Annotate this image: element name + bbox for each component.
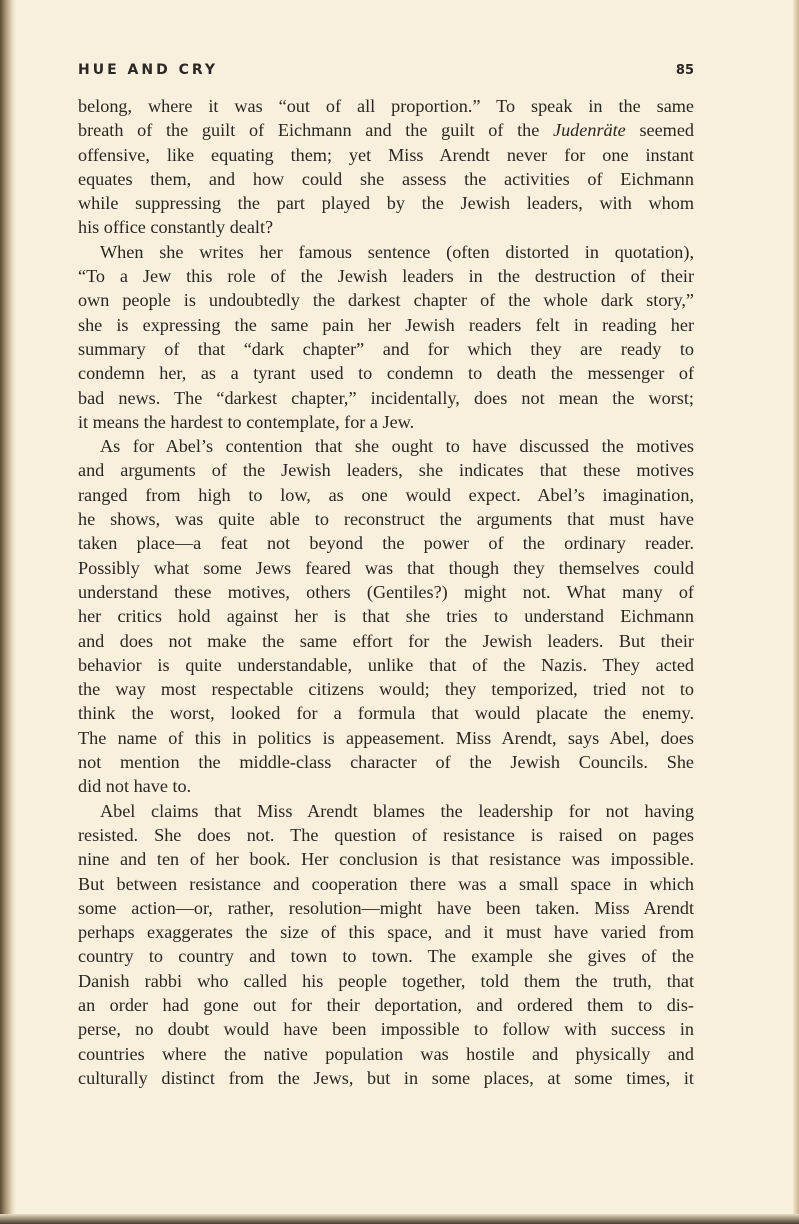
text-line: condemn her, as a tyrant used to condemn to death the messenger of bbox=[78, 363, 694, 384]
text-line: perse, no doubt would have been impossible to follow with success in bbox=[78, 1019, 694, 1040]
text-line: it means the hardest to contemplate, for a Jew. bbox=[78, 411, 415, 432]
text-line: behavior is quite understandable, unlike that of the Nazis. They acted bbox=[78, 654, 694, 675]
text-line: belong, where it was “out of all proportion.” To speak in the same bbox=[78, 96, 694, 116]
page-edge bbox=[793, 0, 799, 1224]
text-line: an order had gone out for their deportation, and ordered them to dis- bbox=[78, 994, 694, 1015]
page-number: 85 bbox=[675, 63, 694, 78]
paragraph bbox=[78, 799, 694, 1091]
text-line: “To a Jew this role of the Jewish leaders in the destruction of their bbox=[78, 266, 694, 287]
page-header bbox=[78, 62, 694, 82]
text-line: bad news. The “darkest chapter,” incidentally, does not mean the worst; bbox=[78, 387, 694, 408]
text-line: countries where the native population was hostile and physically and bbox=[78, 1043, 694, 1064]
paragraph bbox=[78, 94, 694, 240]
text-line: her critics hold against her is that she tries to understand Eichmann bbox=[78, 606, 694, 627]
text-line: summary of that “dark chapter” and for which they are ready to bbox=[78, 338, 694, 359]
body-text bbox=[78, 94, 694, 1090]
text-segment: seemed bbox=[625, 120, 694, 141]
text-line: nine and ten of her book. Her conclusion is that resistance was impossible. bbox=[78, 849, 694, 870]
text-line: culturally distinct from the Jews, but in some places, at some times, it bbox=[78, 1067, 694, 1088]
text-line: resisted. She does not. The question of resistance is raised on pages bbox=[78, 824, 694, 845]
text-line: did not have to. bbox=[78, 776, 192, 797]
text-line: and arguments of the Jewish leaders, she indicates that these motives bbox=[78, 460, 694, 481]
text-line: ranged from high to low, as one would expect. Abel’s imagination, bbox=[78, 484, 694, 505]
text-line: When she writes her famous sentence (often distorted in quotation), bbox=[100, 241, 694, 262]
text-line: she is expressing the same pain her Jewish readers felt in reading her bbox=[78, 314, 694, 335]
paragraph bbox=[78, 240, 694, 434]
text-line: offensive, like equating them; yet Miss Arendt never for one instant bbox=[78, 144, 694, 165]
running-head: HUE AND CRY bbox=[78, 62, 218, 78]
page-bottom-edge bbox=[0, 1214, 799, 1224]
text-line: As for Abel’s contention that she ought to have discussed the motives bbox=[100, 436, 694, 457]
text-line: not mention the middle-class character of the Jewish Councils. She bbox=[78, 752, 694, 773]
text-line: Possibly what some Jews feared was that though they themselves could bbox=[78, 557, 694, 578]
text-line: understand these motives, others (Gentiles?) might not. What many of bbox=[78, 581, 694, 602]
text-line: the way most respectable citizens would; they temporized, tried not to bbox=[78, 679, 694, 700]
text-line: equates them, and how could she assess the activities of Eichmann bbox=[78, 168, 694, 189]
text-line: perhaps exaggerates the size of this space, and it must have varied from bbox=[78, 922, 694, 943]
text-line: and does not make the same effort for the Jewish leaders. But their bbox=[78, 630, 694, 651]
text-line: The name of this in politics is appeasement. Miss Arendt, says Abel, does bbox=[78, 727, 694, 748]
text-line: while suppressing the part played by the Jewish leaders, with whom bbox=[78, 193, 694, 214]
text-segment: breath of the guilt of Eichmann and the guilt of the bbox=[78, 120, 554, 141]
text-line: Danish rabbi who called his people together, told them the truth, that bbox=[78, 970, 694, 991]
text-line: country to country and town to town. The example she gives of the bbox=[78, 946, 694, 967]
italic-term: Judenräte bbox=[553, 120, 626, 141]
text-line: But between resistance and cooperation there was a small space in which bbox=[78, 873, 694, 894]
text-line: some action—or, rather, resolution—might have been taken. Miss Arendt bbox=[78, 897, 694, 918]
text-line: Abel claims that Miss Arendt blames the leadership for not having bbox=[100, 800, 694, 821]
page-binding-shadow bbox=[0, 0, 16, 1224]
text-line bbox=[78, 118, 694, 142]
paragraph bbox=[78, 434, 694, 798]
text-line: he shows, was quite able to reconstruct the arguments that must have bbox=[78, 509, 694, 530]
text-line: taken place—a feat not beyond the power of the ordinary reader. bbox=[78, 533, 694, 554]
text-line: own people is undoubtedly the darkest chapter of the whole dark story,” bbox=[78, 290, 694, 311]
text-line: his office constantly dealt? bbox=[78, 217, 274, 238]
text-line: think the worst, looked for a formula that would placate the enemy. bbox=[78, 703, 694, 724]
